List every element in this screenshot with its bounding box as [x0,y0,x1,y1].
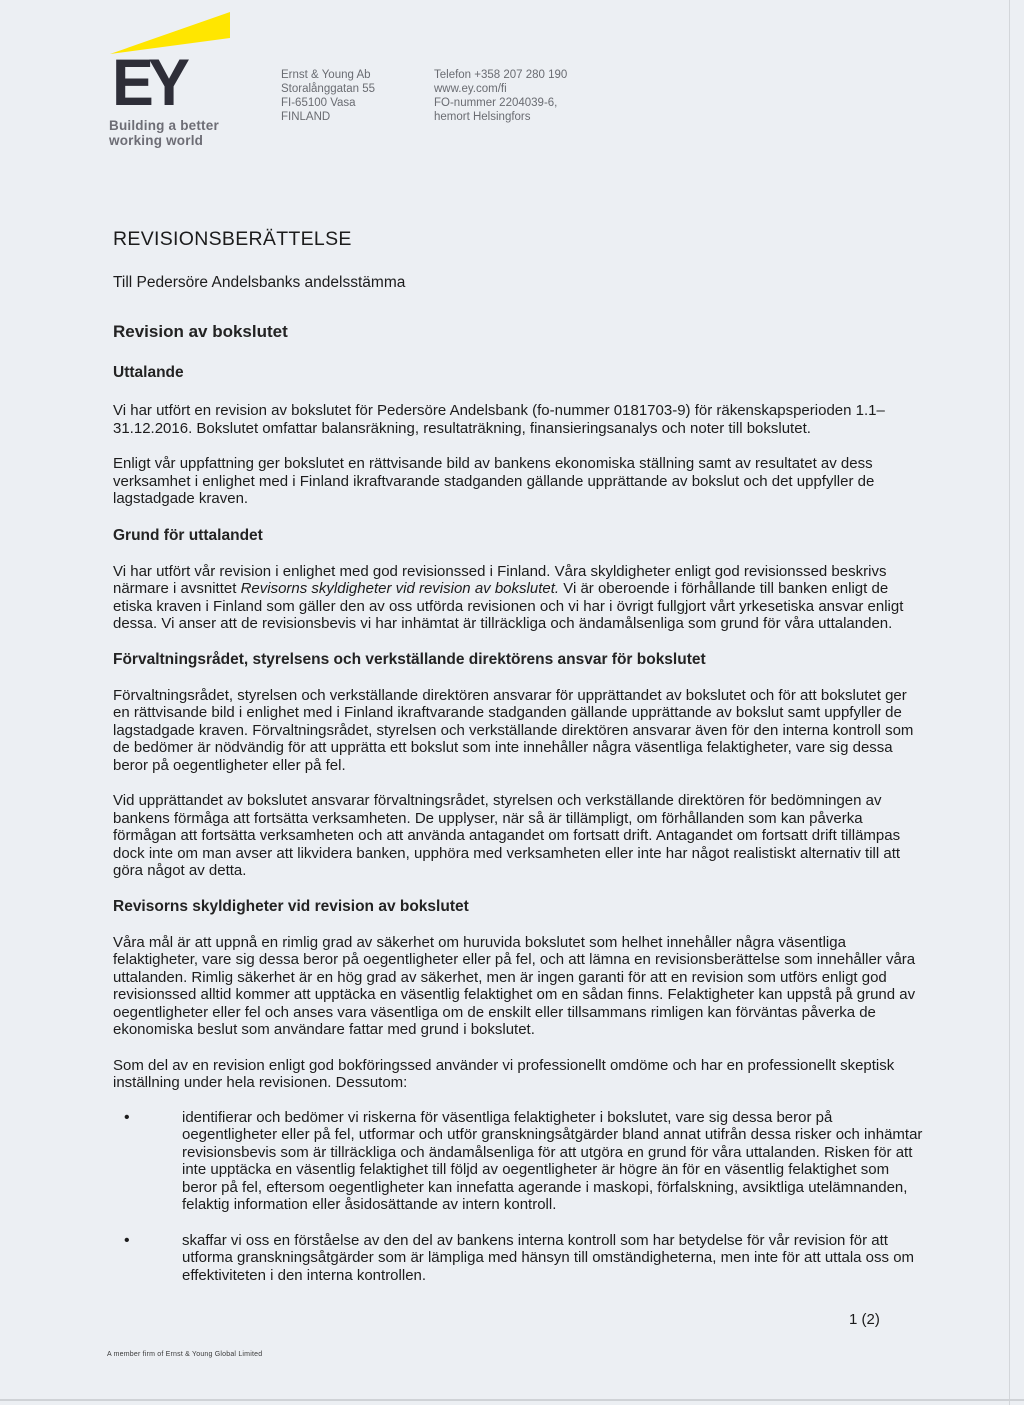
footer-note: A member firm of Ernst & Young Global Limited [107,1351,263,1358]
bullet-text-1: identifierar och bedömer vi riskerna för väsentliga felaktigheter i bokslutet, vare sig dessa beror på oegentligheter eller på fel, utformar och utför granskningsåtgärder bland annat utifrån dessa risker och inhämtar revisionsbevis som är tillräckliga och ändamålsenliga för att utgöra en grund för våra uttalanden. Risken för att inte upptäcka en väsentlig felaktighet till följd av oegentligheter är högre än för en väsentlig felaktighet som beror på fel, eftersom oegentligheter kan innefatta agerande i maskopi, förfalskning, avsiktliga utelämnanden, felaktig information eller åsidosättande av intern kontroll. [182,1108,923,1213]
company-address [281,68,375,124]
logo-tagline-line-2: working world [109,133,204,148]
logo-tagline [109,118,219,148]
scan-edge-right [1009,0,1010,1405]
list-item [113,1232,925,1285]
company-web: www.ey.com/fi [434,83,507,95]
addressee: Till Pedersöre Andelsbanks andelsstämma [113,274,406,291]
company-country: FINLAND [281,111,331,123]
scan-edge-bottom [0,1399,1024,1401]
basis-paragraph [113,563,925,633]
responsibility-heading: Förvaltningsrådet, styrelsens och verkställande direktörens ansvar för bokslutet [113,650,706,668]
opinion-heading: Uttalande [113,364,184,381]
logo-tagline-line-1: Building a better [109,118,219,133]
auditor-bullet-list [113,1109,925,1285]
document-title: REVISIONSBERÄTTELSE [113,228,352,250]
bullet-text-2: skaffar vi oss en förståelse av den del av bankens interna kontroll som har betydelse för vår revision för att utforma granskningsåtgärder som är lämpliga med hänsyn till omständigheterna, men inte för att uttala oss om effektiviteten i den interna kontrollen. [182,1231,915,1284]
auditor-heading: Revisorns skyldigheter vid revision av bokslutet [113,897,469,915]
auditor-paragraph-2: Som del av en revision enligt god bokföringssed använder vi professionellt omdöme och har en professionellt skeptisk inställning under hela revisionen. Dessutom: [113,1056,895,1091]
section-title: Revision av bokslutet [113,322,288,341]
logo-letters: EY [112,45,185,119]
page-number: 1 (2) [849,1311,880,1328]
basis-text-b: Vi är oberoende i förhållande till banken enligt de etiska kraven i Finland som gäller den av oss utförda revisionen och vi har i övrigt fullgjort vårt yrkesetiska ansvar enligt dessa. Vi anser att de revisionsbevis vi har inhämtat är tillräckliga och ändamålsenliga som grund för våra uttalanden. [113,580,904,632]
company-phone: Telefon +358 207 280 190 [434,69,568,81]
basis-heading: Grund för uttalandet [113,526,263,544]
ey-logo [108,8,238,148]
company-postal: FI-65100 Vasa [281,97,356,109]
company-name: Ernst & Young Ab [281,69,371,81]
responsibility-paragraph-1: Förvaltningsrådet, styrelsen och verkställande direktören ansvarar för upprättandet av bokslutet och för att bokslutet ger en rättvisande bild i enlighet med i Finland ikraftvarande stadganden gällande upprättande av bokslut samt uppfyller de lagstadgade kraven. Förvaltningsrådet, styrelsen och verkställande direktören ansvarar även för den interna kontroll som de bedömer är nödvändig för att upprätta ett bokslut som inte innehåller några väsentliga felaktigheter, vare sig dessa beror på oegentligheter eller på fel. [113,686,914,774]
report-body [113,228,925,1284]
opinion-paragraph-2: Enligt vår uppfattning ger bokslutet en rättvisande bild av bankens ekonomiska ställning samt av resultatet av dess verksamhet i enlighet med i Finland ikraftvarande stadganden gällande upprättande av bokslut och det uppfyller de lagstadgade kraven. [113,455,875,507]
company-business-id: FO-nummer 2204039-6, [434,97,558,109]
list-item [113,1109,925,1214]
opinion-paragraph-1: Vi har utfört en revision av bokslutet för Pedersöre Andelsbank (fo-nummer 0181703-9) för räkenskapsperioden 1.1–31.12.2016. Bokslutet omfattar balansräkning, resultaträkning, finansieringsanalys och noter till bokslutet. [113,402,885,437]
basis-text-a: Vi har utfört vår revision i enlighet med god revisionssed i Finland. Våra skyldigheter enligt god revisionssed beskrivs närmare i avsnittet [113,562,887,597]
company-contact [434,68,567,124]
company-street: Storalånggatan 55 [281,83,375,95]
basis-text-italic: Revisorns skyldigheter vid revision av bokslutet. [240,580,560,597]
responsibility-paragraph-2: Vid upprättandet av bokslutet ansvarar förvaltningsrådet, styrelsen och verkställande direktören för bedömningen av bankens förmåga att fortsätta verksamheten. De upplyser, när så är tillämpligt, om förhållanden som kan påverka förmågan att fortsätta verksamheten och att använda antagandet om fortsatt drift. Antagandet om fortsatt drift tillämpas dock inte om man avser att likvidera banken, upphöra med verksamheten eller inte har något realistiskt alternativ till att göra något av detta. [113,792,901,879]
auditor-paragraph-1: Våra mål är att uppnå en rimlig grad av säkerhet om huruvida bokslutet som helhet innehåller några väsentliga felaktigheter, vare sig dessa beror på oegentligheter eller på fel, och att lämna en revisionsberättelse som innehåller våra uttalanden. Rimlig säkerhet är en hög grad av säkerhet, men är ingen garanti för att en revision som utförs enligt god revisionssed alltid kommer att upptäcka en väsentlig felaktighet om en sådan finns. Felaktigheter kan uppstå på grund av oegentligheter eller fel och anses vara väsentliga om de enskilt eller tillsammans rimligen kan förväntas påverka de ekonomiska beslut som användare fattar med grund i bokslutet. [113,933,916,1038]
bullet-icon: • [124,1108,130,1126]
company-domicile: hemort Helsingfors [434,111,531,123]
bullet-icon: • [124,1231,130,1249]
